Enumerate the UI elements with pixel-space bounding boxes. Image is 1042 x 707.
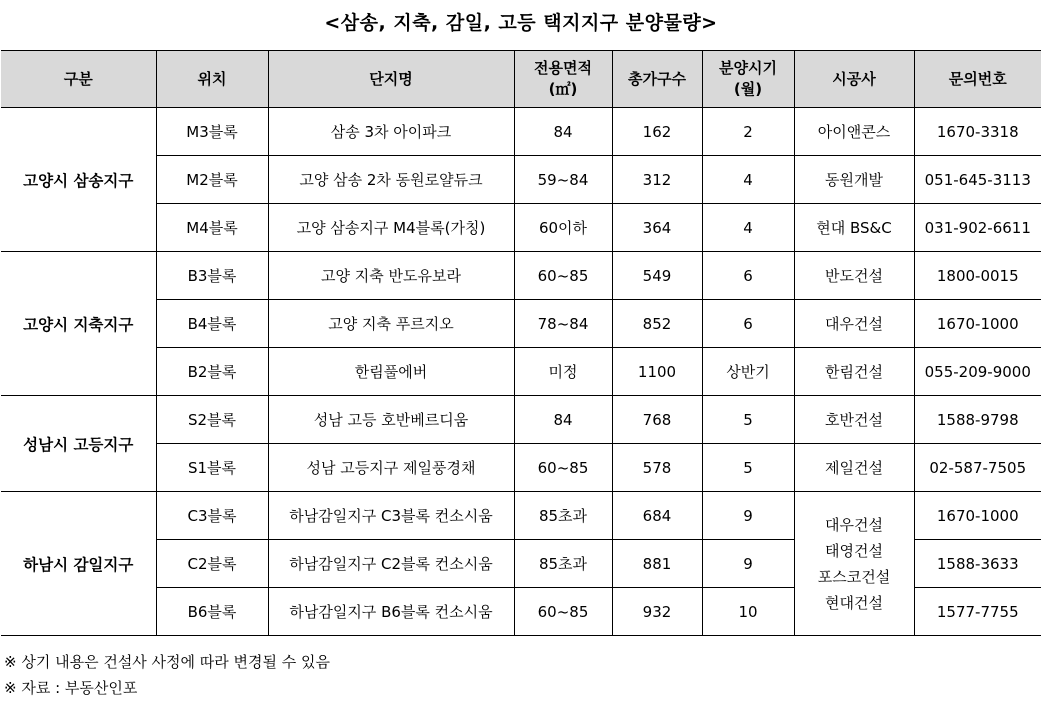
- month-cell: 4: [702, 204, 794, 252]
- supply-table: [1, 50, 1041, 636]
- complex-cell: 하남감일지구 C3블록 컨소시움: [268, 492, 514, 540]
- block-cell: C3블록: [156, 492, 268, 540]
- households-cell: 932: [612, 588, 702, 636]
- block-cell: B2블록: [156, 348, 268, 396]
- area-cell: 60~85: [514, 588, 612, 636]
- phone-cell: 1588-9798: [914, 396, 1041, 444]
- table-row: [1, 204, 1041, 252]
- households-cell: 684: [612, 492, 702, 540]
- phone-cell: 031-902-6611: [914, 204, 1041, 252]
- footnote-disclaimer: ※ 상기 내용은 건설사 사정에 따라 변경될 수 있음: [4, 653, 331, 671]
- region-cell: 고양시 지축지구: [1, 252, 156, 396]
- month-cell: 5: [702, 396, 794, 444]
- complex-cell: 고양 지축 반도유보라: [268, 252, 514, 300]
- page-title: <삼송, 지축, 감일, 고등 택지지구 분양물량>: [324, 12, 718, 34]
- builder-cell: 호반건설: [794, 396, 914, 444]
- phone-cell: 055-209-9000: [914, 348, 1041, 396]
- complex-cell: 성남 고등지구 제일풍경채: [268, 444, 514, 492]
- phone-cell: 1670-1000: [914, 300, 1041, 348]
- table-row: [1, 156, 1041, 204]
- block-cell: S2블록: [156, 396, 268, 444]
- complex-cell: 하남감일지구 B6블록 컨소시움: [268, 588, 514, 636]
- header-schedule: [702, 51, 794, 108]
- households-cell: 768: [612, 396, 702, 444]
- month-cell: 9: [702, 492, 794, 540]
- phone-cell: 1577-7755: [914, 588, 1041, 636]
- builder-cell: 제일건설: [794, 444, 914, 492]
- table-row: [1, 492, 1041, 540]
- phone-cell: 1670-1000: [914, 492, 1041, 540]
- households-cell: 364: [612, 204, 702, 252]
- header-schedule-unit: (월): [733, 80, 763, 98]
- header-area: [514, 51, 612, 108]
- area-cell: 78~84: [514, 300, 612, 348]
- block-cell: M4블록: [156, 204, 268, 252]
- block-cell: C2블록: [156, 540, 268, 588]
- header-contact: 문의번호: [914, 51, 1041, 108]
- month-cell: 2: [702, 108, 794, 156]
- complex-cell: 하남감일지구 C2블록 컨소시움: [268, 540, 514, 588]
- households-cell: 881: [612, 540, 702, 588]
- complex-cell: 삼송 3차 아이파크: [268, 108, 514, 156]
- table-row: [1, 252, 1041, 300]
- area-cell: 60~85: [514, 252, 612, 300]
- header-row: [1, 51, 1041, 108]
- header-builder: 시공사: [794, 51, 914, 108]
- header-area-unit: (㎡): [548, 80, 578, 98]
- area-cell: 60~85: [514, 444, 612, 492]
- month-cell: 6: [702, 252, 794, 300]
- header-area-label: 전용면적: [534, 59, 592, 77]
- builder-cell: 한림건설: [794, 348, 914, 396]
- month-cell: 10: [702, 588, 794, 636]
- households-cell: 162: [612, 108, 702, 156]
- households-cell: 852: [612, 300, 702, 348]
- region-cell: 성남시 고등지구: [1, 396, 156, 492]
- complex-cell: 한림풀에버: [268, 348, 514, 396]
- table-row: [1, 396, 1041, 444]
- complex-cell: 고양 삼송 2차 동원로얄듀크: [268, 156, 514, 204]
- footnotes: [4, 649, 330, 701]
- phone-cell: 1588-3633: [914, 540, 1041, 588]
- table-row: [1, 348, 1041, 396]
- block-cell: M3블록: [156, 108, 268, 156]
- area-cell: 85초과: [514, 540, 612, 588]
- month-cell: 상반기: [702, 348, 794, 396]
- header-region: 구분: [1, 51, 156, 108]
- builder-name: 현대건설: [825, 593, 883, 612]
- area-cell: 59~84: [514, 156, 612, 204]
- phone-cell: 02-587-7505: [914, 444, 1041, 492]
- area-cell: 84: [514, 108, 612, 156]
- month-cell: 9: [702, 540, 794, 588]
- table-row: [1, 300, 1041, 348]
- header-households: 총가구수: [612, 51, 702, 108]
- block-cell: M2블록: [156, 156, 268, 204]
- block-cell: B3블록: [156, 252, 268, 300]
- complex-cell: 성남 고등 호반베르디움: [268, 396, 514, 444]
- table-row: [1, 108, 1041, 156]
- builder-cell: 아이앤콘스: [794, 108, 914, 156]
- block-cell: S1블록: [156, 444, 268, 492]
- header-schedule-label: 분양시기: [719, 59, 777, 77]
- complex-cell: 고양 삼송지구 M4블록(가칭): [268, 204, 514, 252]
- phone-cell: 1800-0015: [914, 252, 1041, 300]
- block-cell: B4블록: [156, 300, 268, 348]
- builder-cell: 동원개발: [794, 156, 914, 204]
- region-cell: 하남시 감일지구: [1, 492, 156, 636]
- phone-cell: 1670-3318: [914, 108, 1041, 156]
- builder-name: 포스코건설: [817, 567, 891, 586]
- households-cell: 578: [612, 444, 702, 492]
- footnote-source: ※ 자료 : 부동산인포: [4, 679, 138, 697]
- households-cell: 1100: [612, 348, 702, 396]
- phone-cell: 051-645-3113: [914, 156, 1041, 204]
- month-cell: 6: [702, 300, 794, 348]
- households-cell: 312: [612, 156, 702, 204]
- builder-cell: 현대 BS&C: [794, 204, 914, 252]
- households-cell: 549: [612, 252, 702, 300]
- month-cell: 5: [702, 444, 794, 492]
- month-cell: 4: [702, 156, 794, 204]
- builder-cell: 반도건설: [794, 252, 914, 300]
- builder-cell: 대우건설: [794, 300, 914, 348]
- header-complex: 단지명: [268, 51, 514, 108]
- region-cell: 고양시 삼송지구: [1, 108, 156, 252]
- block-cell: B6블록: [156, 588, 268, 636]
- area-cell: 85초과: [514, 492, 612, 540]
- area-cell: 미정: [514, 348, 612, 396]
- header-location: 위치: [156, 51, 268, 108]
- builder-name: 대우건설: [825, 515, 883, 534]
- table-row: [1, 444, 1041, 492]
- complex-cell: 고양 지축 푸르지오: [268, 300, 514, 348]
- shared-builders-cell: [794, 492, 914, 636]
- area-cell: 84: [514, 396, 612, 444]
- builder-name: 태영건설: [825, 541, 883, 560]
- area-cell: 60이하: [514, 204, 612, 252]
